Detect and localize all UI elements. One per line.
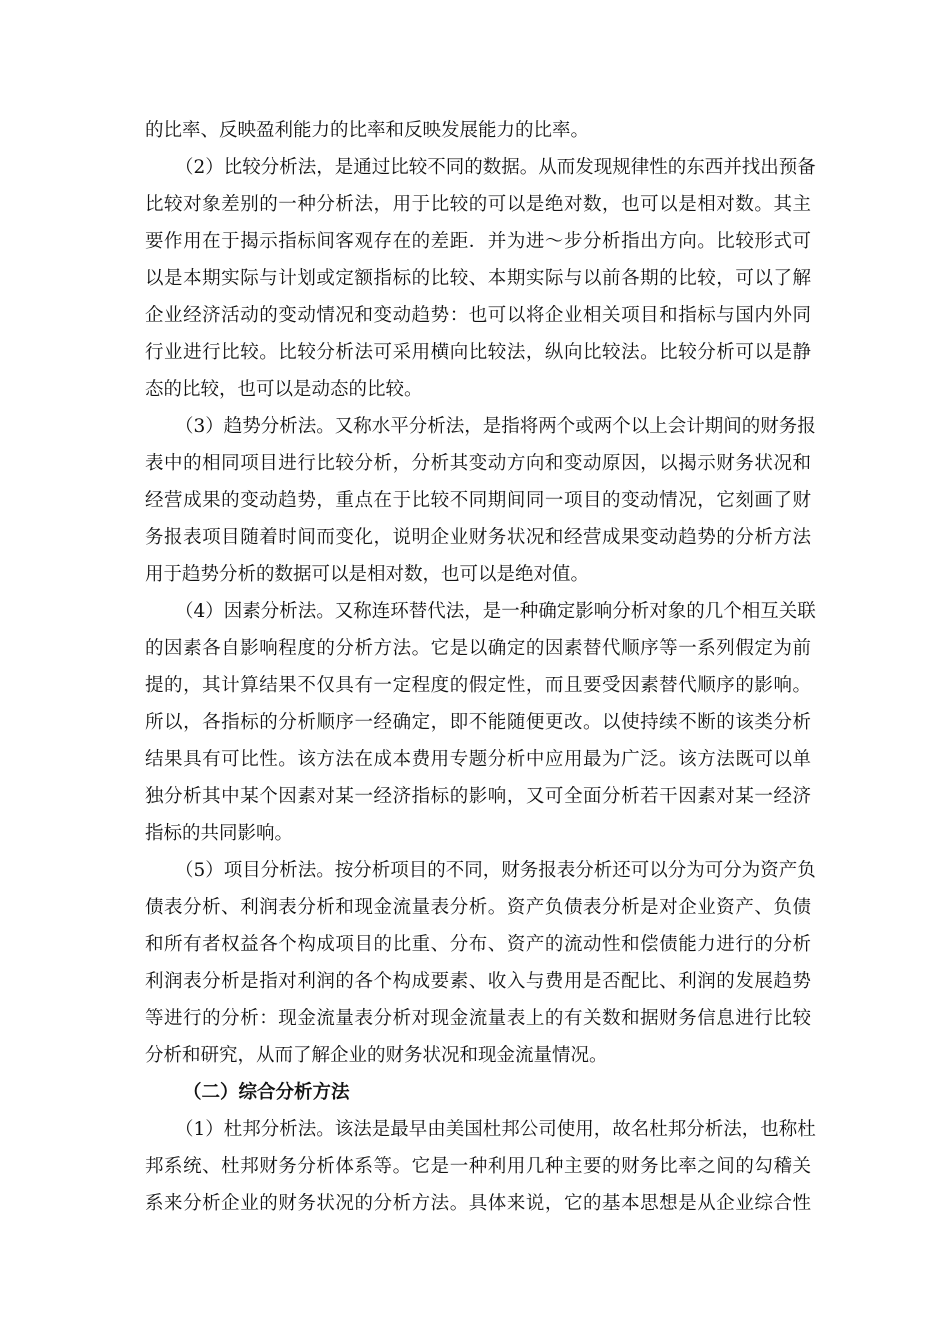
text-line: 和所有者权益各个构成项目的比重、分布、资产的流动性和偿债能力进行的分析 (145, 934, 811, 955)
text-line: 行业进行比较。比较分析法可采用横向比较法，纵向比较法。比较分析可以是静 (145, 342, 811, 363)
text-line: 务报表项目随着时间而变化，说明企业财务状况和经营成果变动趋势的分析方法 (145, 527, 811, 548)
text-line: 结果具有可比性。该方法在成本费用专题分析中应用最为广泛。该方法既可以单 (145, 749, 811, 770)
text-line: 以是本期实际与计划或定额指标的比较、本期实际与以前各期的比较，可以了解 (145, 268, 811, 289)
text-line: 的因素各自影响程度的分析方法。它是以确定的因素替代顺序等一系列假定为前 (145, 638, 811, 659)
text-line: 用于趋势分析的数据可以是相对数，也可以是绝对值。 (145, 564, 590, 585)
text-line: 企业经济活动的变动情况和变动趋势：也可以将企业相关项目和指标与国内外同 (145, 305, 811, 326)
body-text (145, 112, 816, 1222)
text-line: 表中的相同项目进行比较分析，分析其变动方向和变动原因，以揭示财务状况和 (145, 453, 811, 474)
section-heading: （二）综合分析方法 (183, 1082, 350, 1103)
text-line: 债表分析、利润表分析和现金流量表分析。资产负债表分析是对企业资产、负债 (145, 897, 811, 918)
text-line: 提的，其计算结果不仅具有一定程度的假定性，而且要受因素替代顺序的影响。 (145, 675, 811, 696)
text-line: 邦系统、杜邦财务分析体系等。它是一种利用几种主要的财务比率之间的勾稽关 (145, 1156, 811, 1177)
text-line: 态的比较，也可以是动态的比较。 (145, 379, 423, 400)
paragraph-factor-analysis: （4）因素分析法。又称连环替代法，是一种确定影响分析对象的几个相互关联 (175, 601, 816, 622)
text-line: 系来分析企业的财务状况的分析方法。具体来说，它的基本思想是从企业综合性 (145, 1193, 811, 1214)
paragraph-dupont-analysis: （1）杜邦分析法。该法是最早由美国杜邦公司使用，故名杜邦分析法，也称杜 (175, 1119, 816, 1140)
text-line: 利润表分析是指对利润的各个构成要素、收入与费用是否配比、利润的发展趋势 (145, 971, 811, 992)
text-line: 独分析其中某个因素对某一经济指标的影响，又可全面分析若干因素对某一经济 (145, 786, 811, 807)
text-line: 经营成果的变动趋势，重点在于比较不同期间同一项目的变动情况，它刻画了财 (145, 490, 811, 511)
paragraph-comparison-analysis: （2）比较分析法，是通过比较不同的数据。从而发现规律性的东西并找出预备 (175, 157, 816, 178)
text-line: 所以，各指标的分析顺序一经确定，即不能随便更改。以使持续不断的该类分析 (145, 712, 811, 733)
paragraph-trend-analysis: （3）趋势分析法。又称水平分析法，是指将两个或两个以上会计期间的财务报 (175, 416, 816, 437)
text-line: 分析和研究，从而了解企业的财务状况和现金流量情况。 (145, 1045, 608, 1066)
text-line: 指标的共同影响。 (145, 823, 294, 844)
text-line: 要作用在于揭示指标间客观存在的差距．并为进～步分析指出方向。比较形式可 (145, 231, 811, 252)
paragraph-item-analysis: （5）项目分析法。按分析项目的不同，财务报表分析还可以分为可分为资产负 (175, 860, 816, 881)
text-line: 比较对象差别的一种分析法，用于比较的可以是绝对数，也可以是相对数。其主 (145, 194, 811, 215)
text-line: 等进行的分析：现金流量表分析对现金流量表上的有关数和据财务信息进行比较 (145, 1008, 811, 1029)
text-line: 的比率、反映盈利能力的比率和反映发展能力的比率。 (145, 120, 590, 141)
